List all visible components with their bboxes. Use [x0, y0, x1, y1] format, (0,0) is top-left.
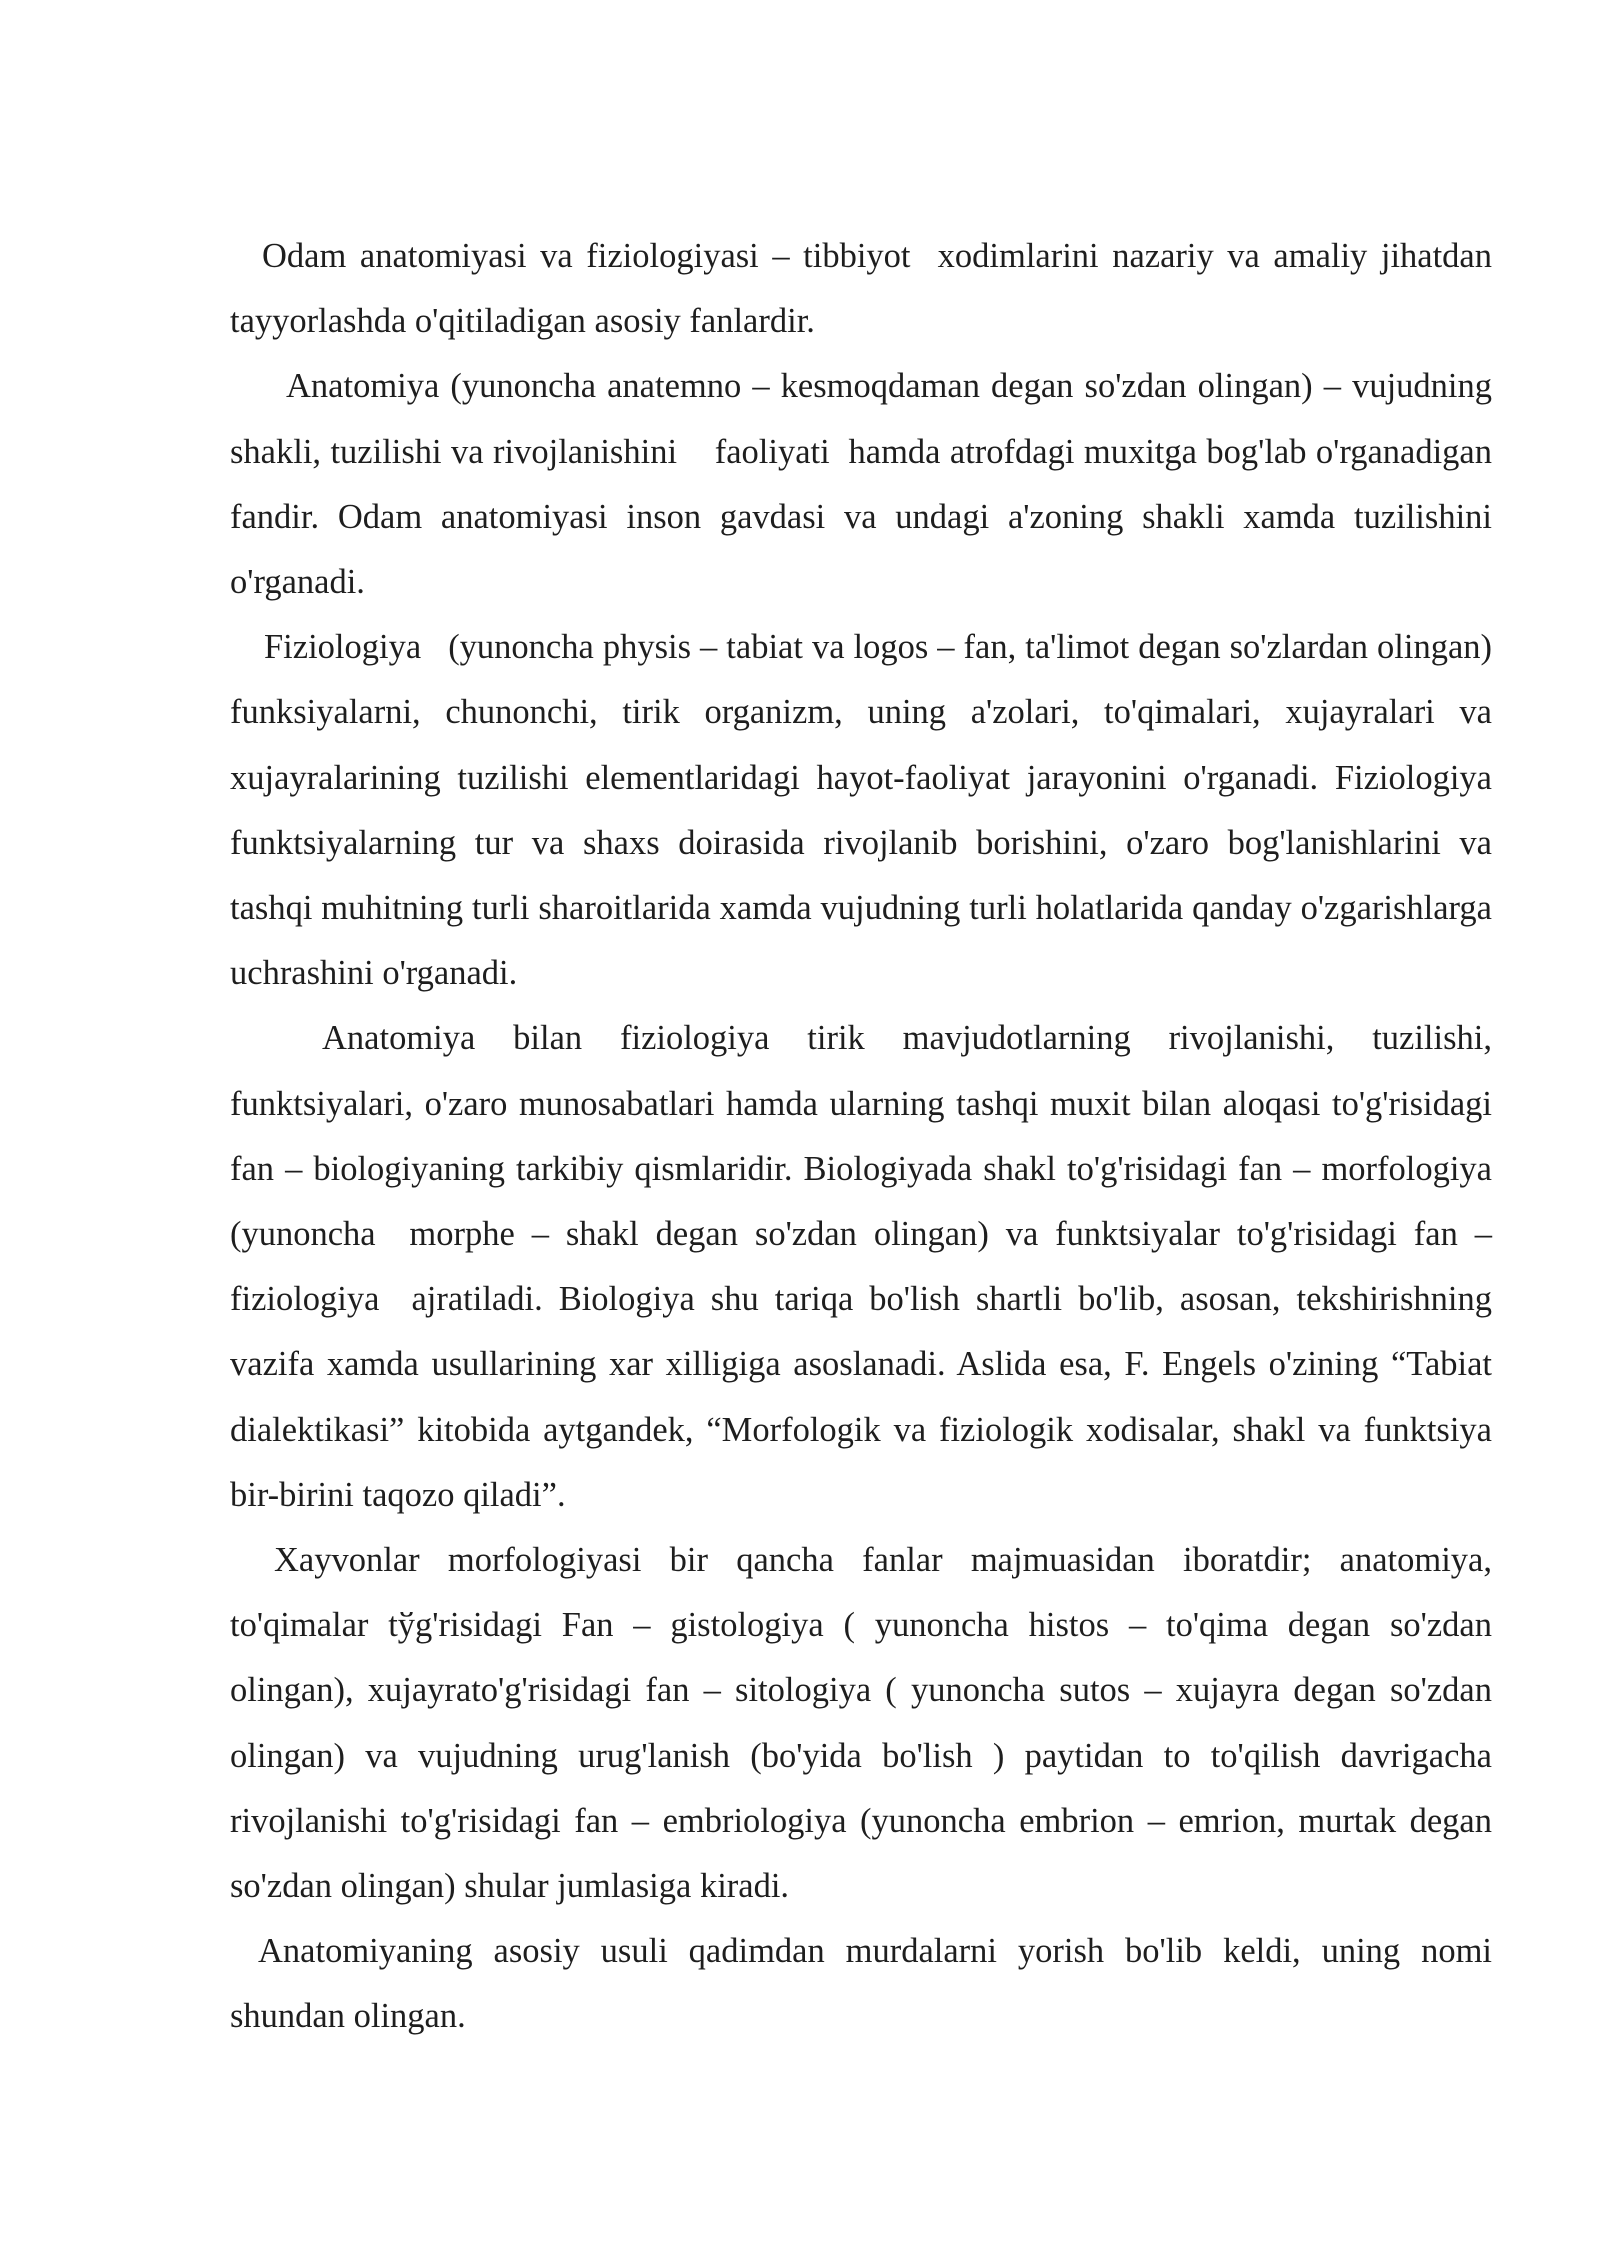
paragraph-biology-relation: Anatomiya bilan fiziologiya tirik mavjudotlarning rivojlanishi, tuzilishi, funktsiyalari, o'zaro munosabatlari hamda ularning tashqi muxit bilan aloqasi to'g'risidagi fan – biologiyaning tarkibiy qismlaridir. Biologiyada shakl to'g'risidagi fan – morfologiya (yunoncha morphe – shakl degan so'zdan olingan) va funktsiyalar to'g'risidagi fan – fiziologiya ajratiladi. Biologiya shu tariqa bo'lish shartli bo'lib, asosan, tekshirishning vazifa xamda usullarining xar xilligiga asoslanadi. Aslida esa, F. Engels o'zining “Tabiat dialektikasi” kitobida aytgandek, “Morfologik va fiziologik xodisalar, shakl va funktsiya bir-birini taqozo qiladi”.	[230, 1019, 1501, 1514]
paragraph-introduction: Odam anatomiyasi va fiziologiyasi – tibbiyot xodimlarini nazariy va amaliy jihatdan tayyorlashda o'qitiladigan asosiy fanlardir.	[230, 237, 1501, 341]
document-body	[230, 224, 1501, 2050]
paragraph-anatomy-definition: Anatomiya (yunoncha anatemno – kesmoqdaman degan so'zdan olingan) – vujudning shakli, tuzilishi va rivojlanishini faoliyati hamda atrofdagi muxitga bog'lab o'rganadigan fandir. Odam anatomiyasi inson gavdasi va undagi a'zoning shakli xamda tuzilishini o'rganadi.	[230, 367, 1501, 602]
paragraph-animal-morphology: Xayvonlar morfologiyasi bir qancha fanlar majmuasidan iboratdir; anatomiya, to'qimalar tўg'risidagi Fan – gistologiya ( yunoncha histos – to'qima degan so'zdan olingan), xujayrato'g'risidagi fan – sitologiya ( yunoncha sutos – xujayra degan so'zdan olingan) va vujudning urug'lanish (bo'yida bo'lish ) paytidan to to'qilish davrigacha rivojlanishi to'g'risidagi fan – embriologiya (yunoncha embrion – emrion, murtak degan so'zdan olingan) shular jumlasiga kiradi.	[230, 1541, 1501, 1906]
paragraph-physiology-definition: Fiziologiya (yunoncha physis – tabiat va logos – fan, ta'limot degan so'zlardan olingan) funksiyalarni, chunonchi, tirik organizm, uning a'zolari, to'qimalari, xujayralari va xujayralarining tuzilishi elementlaridagi hayot-faoliyat jarayonini o'rganadi. Fiziologiya funktsiyalarning tur va shaxs doirasida rivojlanib borishini, o'zaro bog'lanishlarini va tashqi muhitning turli sharoitlarida xamda vujudning turli holatlarida qanday o'zgarishlarga uchrashini o'rganadi.	[230, 628, 1501, 993]
paragraph-anatomy-method: Anatomiyaning asosiy usuli qadimdan murdalarni yorish bo'lib keldi, uning nomi shundan olingan.	[230, 1932, 1501, 2036]
